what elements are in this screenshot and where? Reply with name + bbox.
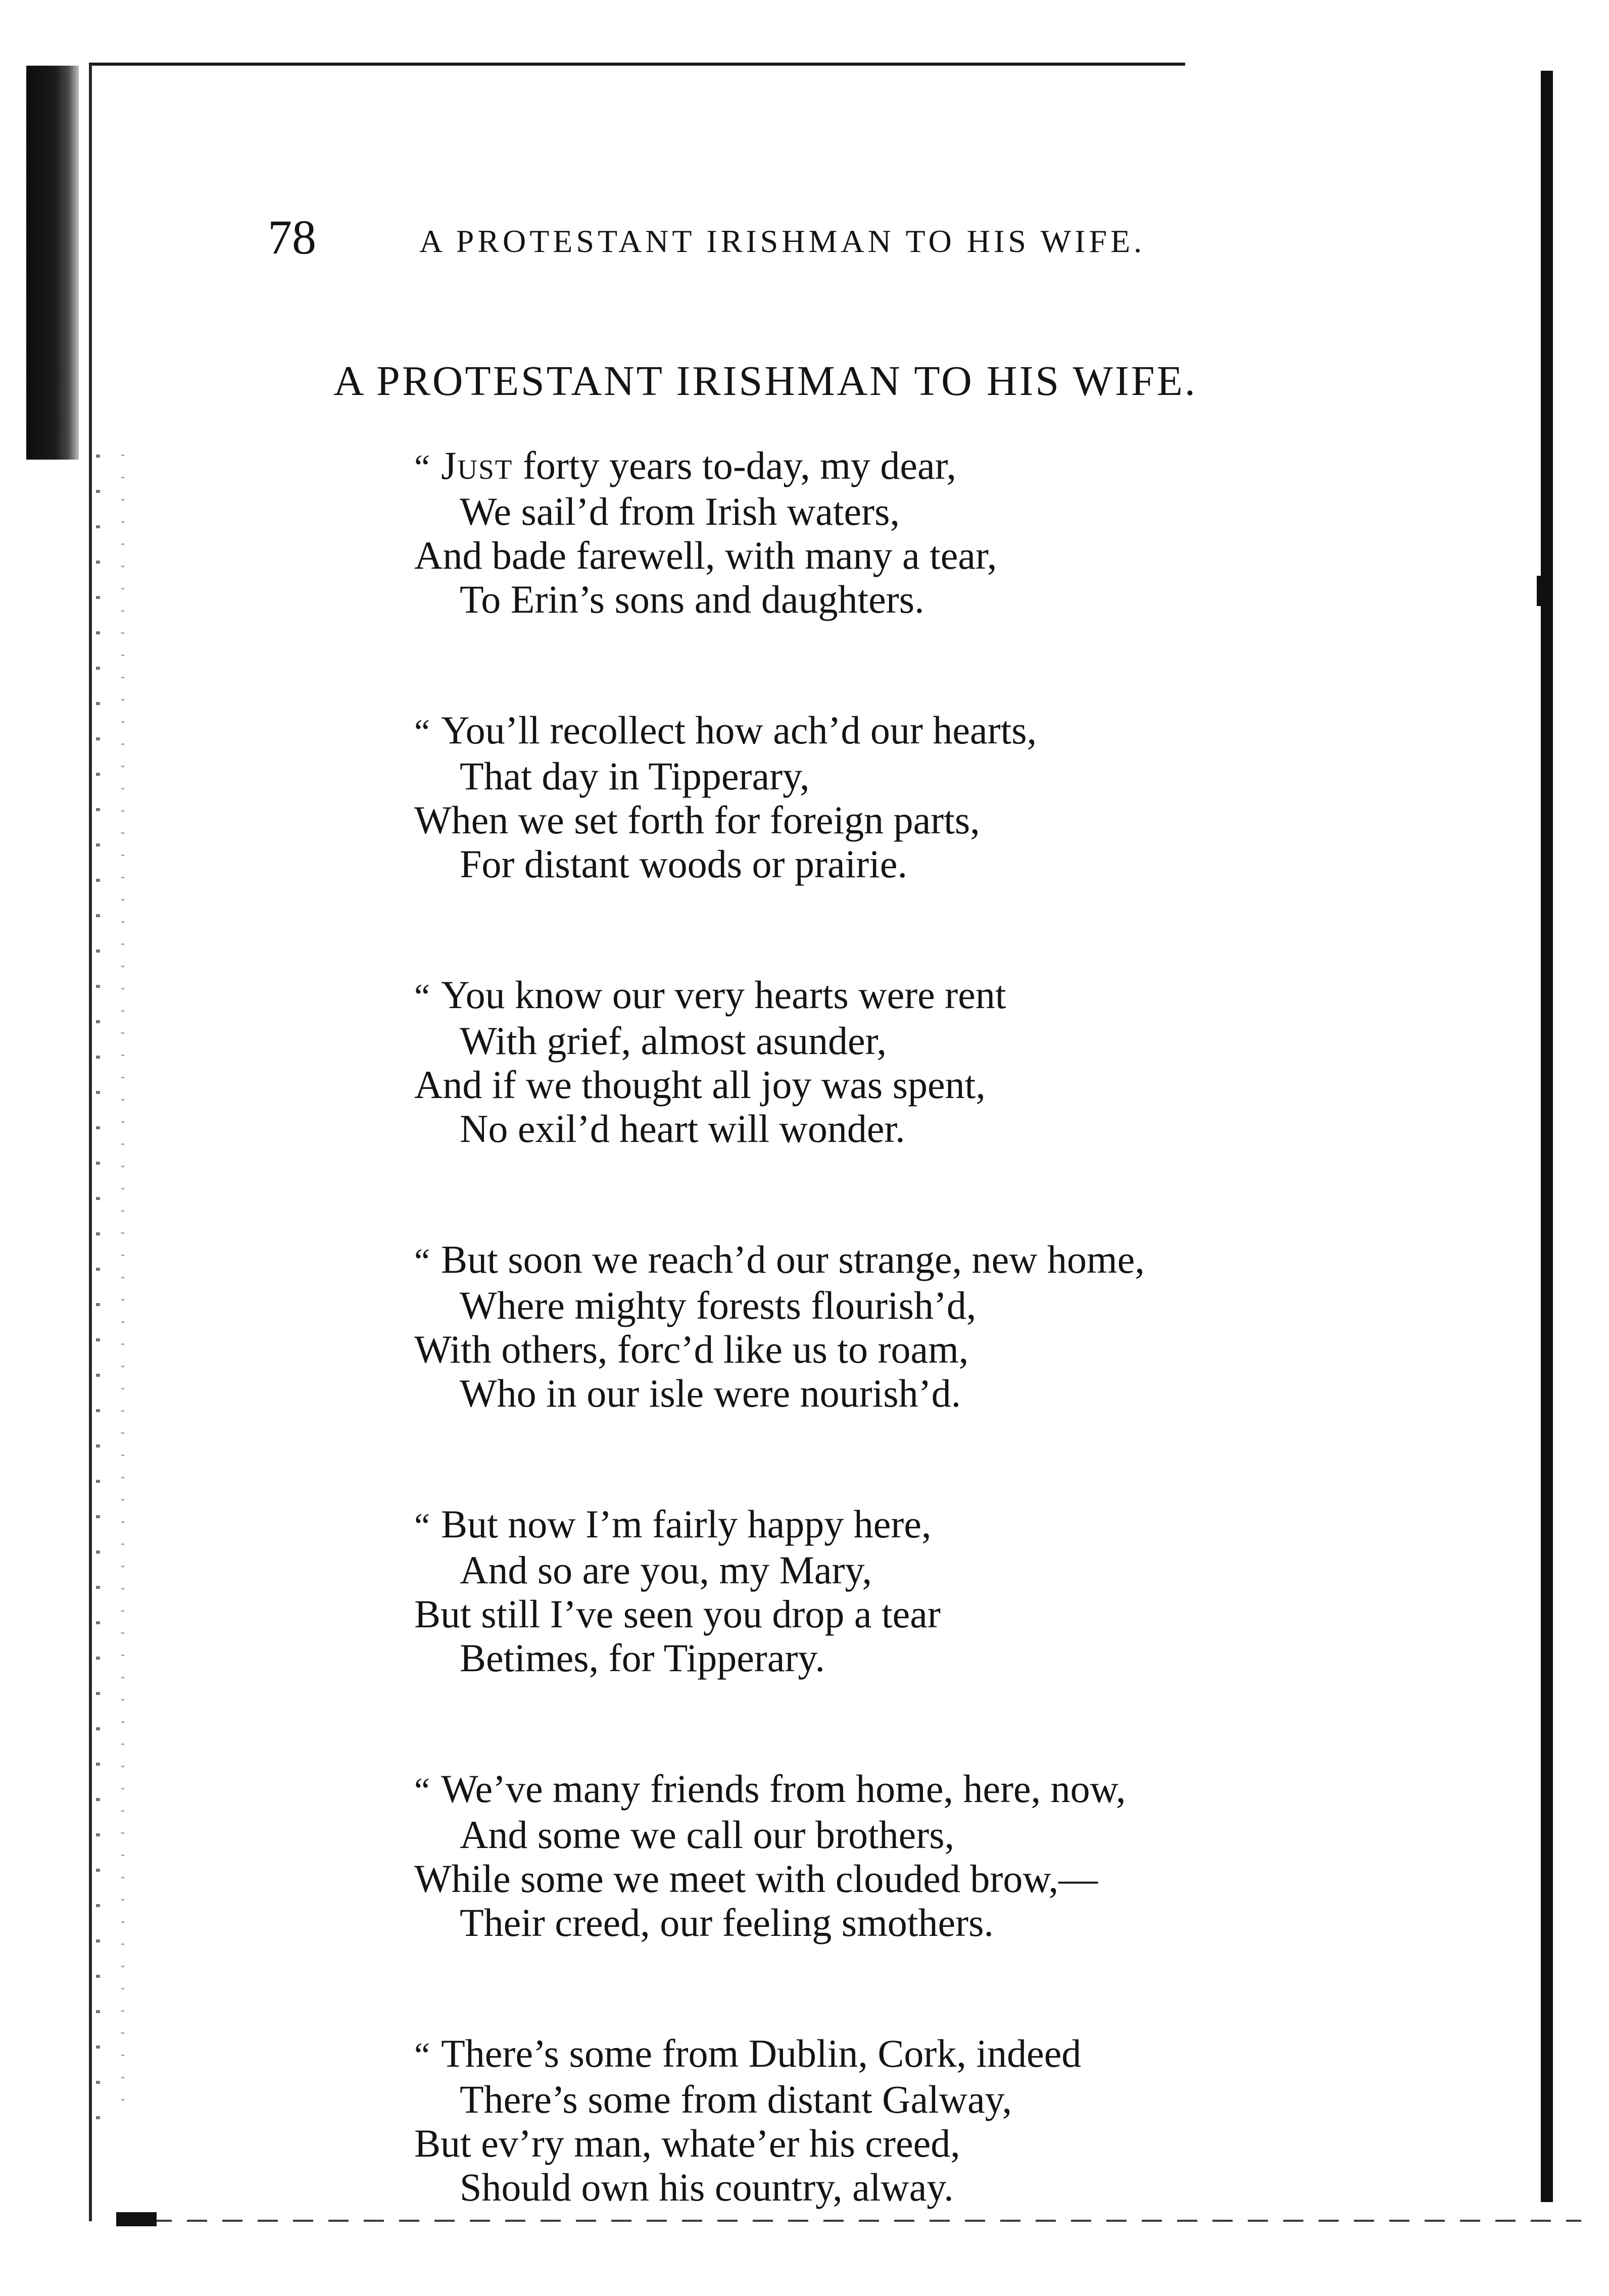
page-edge-right	[1541, 71, 1553, 2202]
stanza	[414, 443, 1324, 621]
open-quote: “	[414, 1507, 430, 1545]
stanza	[414, 973, 1324, 1151]
gutter-speckle	[76, 455, 136, 2121]
binding-shadow	[26, 66, 79, 460]
poem-line: Who in our isle were nourish’d.	[460, 1371, 961, 1415]
line-text: forty years to-day, my dear,	[522, 443, 956, 487]
stanza	[414, 708, 1324, 886]
first-word: Just	[441, 443, 513, 487]
poem-line: And so are you, my Mary,	[460, 1548, 872, 1592]
line-text: But now I’m fairly happy here,	[441, 1502, 932, 1546]
open-quote: “	[414, 1771, 430, 1810]
stanza	[414, 1502, 1324, 1680]
poem-line	[414, 973, 1324, 1019]
open-quote: “	[414, 2036, 430, 2075]
poem-line: Their creed, our feeling smothers.	[460, 1901, 994, 1944]
poem-line	[414, 1767, 1324, 1813]
line-text: But soon we reach’d our strange, new home,	[441, 1237, 1145, 1281]
poem-line: But ev’ry man, whate’er his creed,	[414, 2121, 960, 2165]
poem-line: For distant woods or prairie.	[460, 842, 908, 886]
stanza	[414, 1767, 1324, 1944]
ink-blot	[116, 2212, 157, 2226]
poem-line: Should own his country, alway.	[460, 2165, 954, 2209]
poem-line: And if we thought all joy was spent,	[414, 1063, 986, 1107]
open-quote: “	[414, 713, 430, 752]
line-text: There’s some from Dublin, Cork, indeed	[441, 2031, 1082, 2075]
page-edge-top	[89, 63, 1185, 66]
open-quote: “	[414, 448, 430, 487]
poem-title: A PROTESTANT IRISHMAN TO HIS WIFE.	[333, 358, 1197, 405]
poem-line	[414, 2031, 1324, 2077]
line-text: You know our very hearts were rent	[441, 973, 1006, 1017]
poem-line: But still I’ve seen you drop a tear	[414, 1592, 941, 1636]
poem-line: No exil’d heart will wonder.	[460, 1107, 905, 1151]
line-text: You’ll recollect how ach’d our hearts,	[441, 708, 1037, 752]
poem-body	[414, 443, 1324, 2296]
page-edge-nick	[1537, 576, 1544, 606]
poem-line	[414, 443, 1324, 489]
poem-line	[414, 708, 1324, 754]
page-edge-left	[89, 65, 92, 2221]
page-number: 78	[268, 210, 316, 264]
poem-line: There’s some from distant Galway,	[460, 2077, 1012, 2121]
open-quote: “	[414, 977, 430, 1016]
poem-line: While some we meet with clouded brow,—	[414, 1857, 1098, 1901]
poem-line: And some we call our brothers,	[460, 1813, 955, 1857]
poem-line	[414, 1237, 1324, 1283]
poem-line: Betimes, for Tipperary.	[460, 1636, 825, 1680]
poem-line: When we set forth for foreign parts,	[414, 798, 980, 842]
stanza	[414, 1237, 1324, 1415]
stanza	[414, 2031, 1324, 2209]
poem-line	[414, 1502, 1324, 1548]
line-text: We’ve many friends from home, here, now,	[441, 1767, 1126, 1811]
poem-line: To Erin’s sons and daughters.	[460, 577, 924, 621]
running-head	[268, 212, 1228, 263]
poem-line: Where mighty forests flourish’d,	[460, 1283, 977, 1327]
poem-line: With grief, almost asunder,	[460, 1019, 887, 1063]
poem-line: And bade farewell, with many a tear,	[414, 533, 997, 577]
open-quote: “	[414, 1242, 430, 1281]
running-title: A PROTESTANT IRISHMAN TO HIS WIFE.	[419, 223, 1146, 259]
poem-line: We sail’d from Irish waters,	[460, 489, 900, 533]
poem-line: That day in Tipperary,	[460, 754, 810, 798]
poem-line: With others, forc’d like us to roam,	[414, 1327, 969, 1371]
